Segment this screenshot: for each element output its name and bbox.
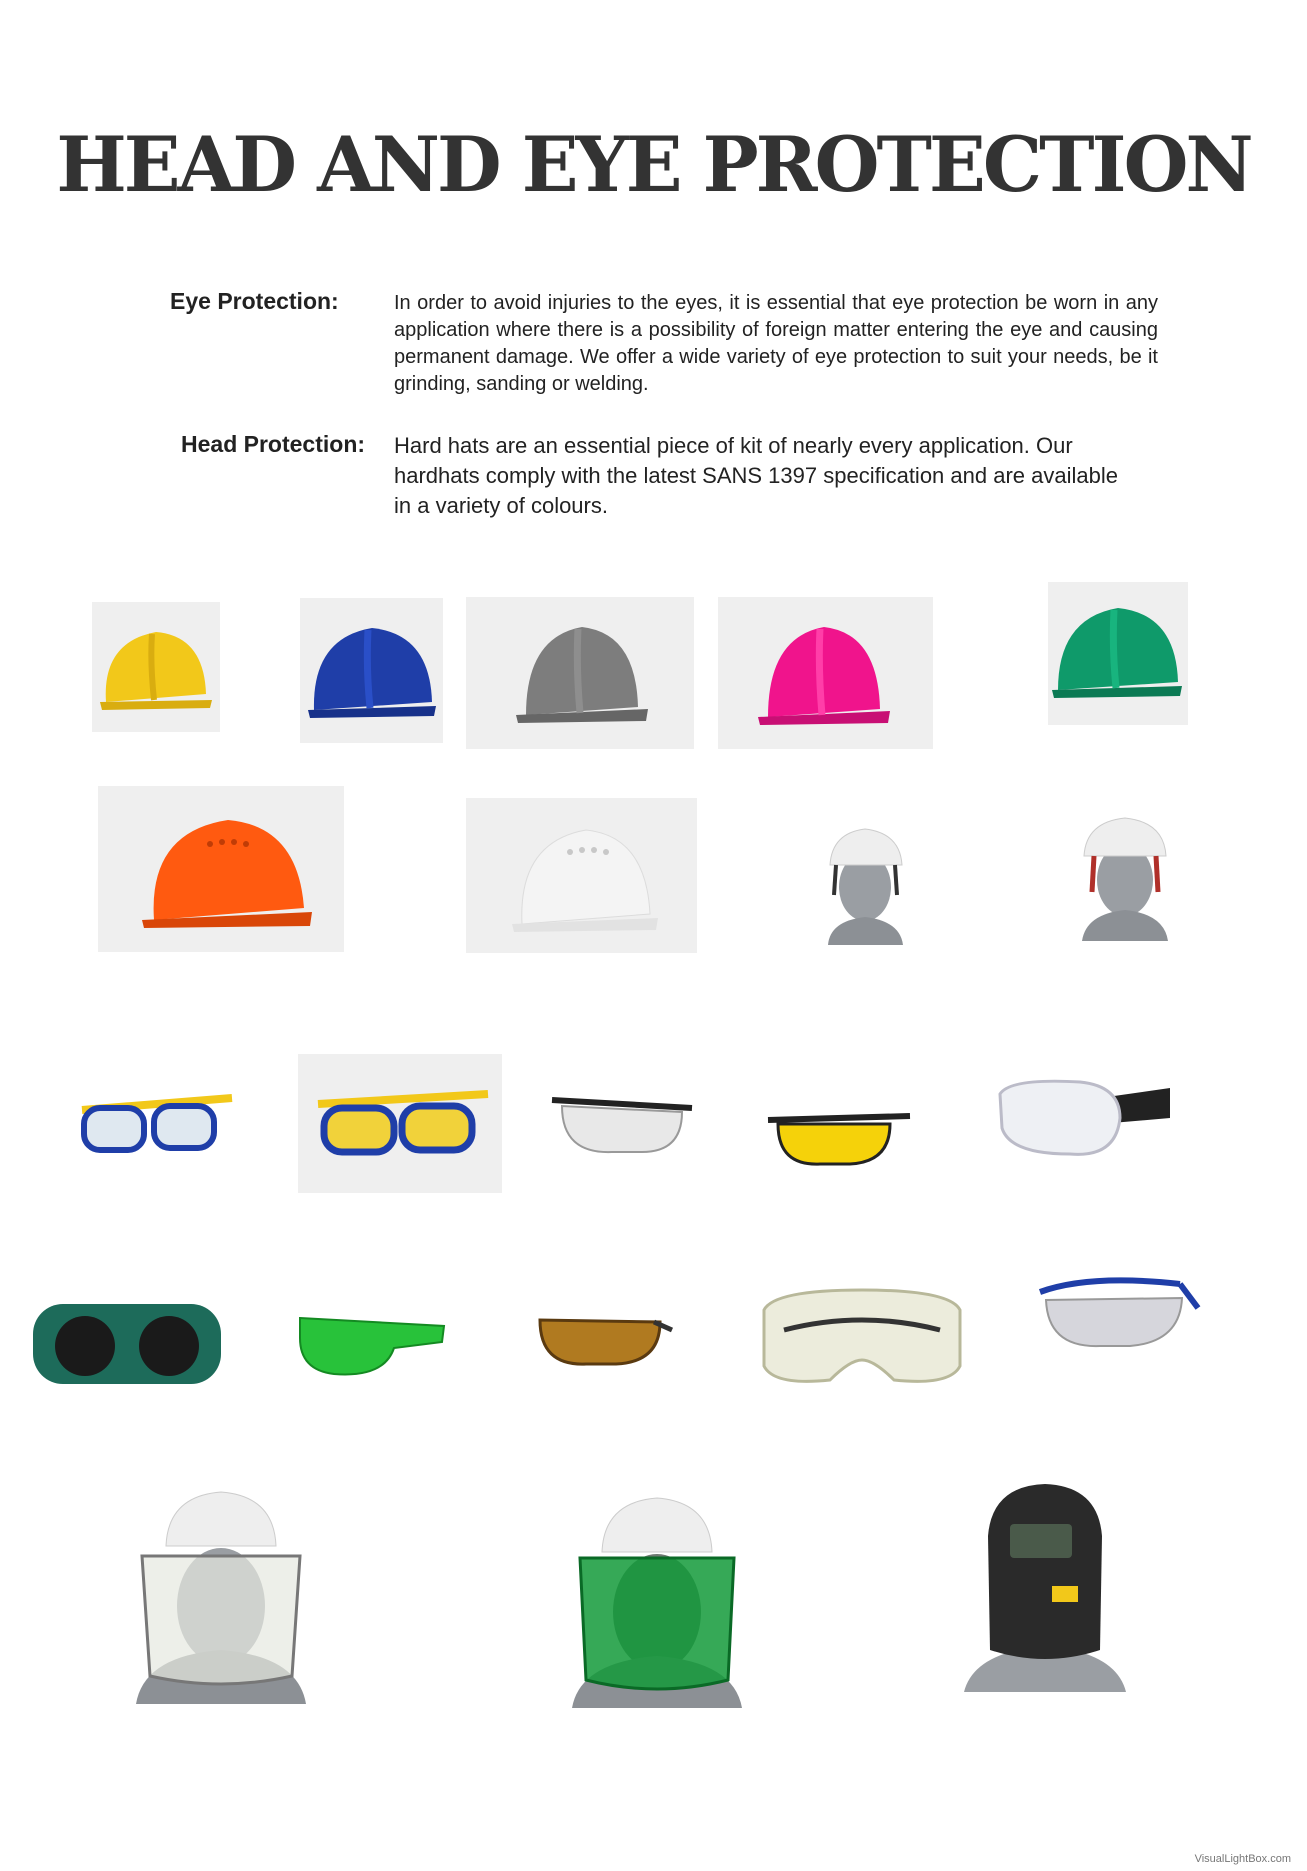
amber-safety-spectacles-image — [526, 1286, 674, 1392]
yellow-safety-spectacles-image — [760, 1096, 916, 1208]
white-vented-hard-hat-image — [466, 798, 697, 953]
vented-chemical-goggles-image — [754, 1270, 970, 1404]
yellow-hard-hat-image — [92, 602, 220, 732]
eye-protection-text: In order to avoid injuries to the eyes, it is essential that eye protection be worn in any application where there is a possibility of foreign matter entering the eye and causing permanent damage. We offer a wide variety of eye protection to suit your needs, be it grinding, sanding or welding. — [394, 292, 1158, 395]
head-protection-label: Head Protection: — [181, 431, 366, 457]
blue-hard-hat-image — [300, 598, 443, 743]
blue-yellow-safety-glasses-image — [72, 1068, 242, 1178]
hard-hat-on-mannequin-image — [808, 825, 923, 945]
blue-temple-safety-spectacles-image — [1030, 1268, 1206, 1374]
clear-face-shield-mannequin-image — [116, 1486, 326, 1704]
pink-hard-hat-image — [718, 597, 933, 749]
eye-protection-label: Eye Protection: — [170, 288, 339, 314]
welding-flip-goggles-image — [27, 1284, 227, 1398]
green-hard-hat-image — [1048, 582, 1188, 725]
page-title: HEAD AND EYE PROTECTION — [56, 120, 1251, 209]
head-protection-text: Hard hats are an essential piece of kit of nearly every application. Our hardhats comply with the latest SANS 1397 specification and are available in a variety of colours. — [394, 433, 1118, 518]
hard-hat-with-chin-strap-mannequin-image — [1062, 814, 1188, 941]
green-face-shield-mannequin-image — [550, 1494, 764, 1708]
orange-vented-hard-hat-image — [98, 786, 344, 952]
clear-safety-spectacles-image — [542, 1064, 702, 1184]
clear-safety-goggles-image — [990, 1058, 1176, 1180]
welding-helmet-mannequin-image — [940, 1476, 1150, 1692]
yellow-lens-safety-glasses-image — [298, 1054, 502, 1193]
footer-credit: VisualLightBox.com — [1194, 1853, 1291, 1865]
green-overspecs-image — [294, 1298, 448, 1388]
grey-hard-hat-image — [466, 597, 694, 749]
